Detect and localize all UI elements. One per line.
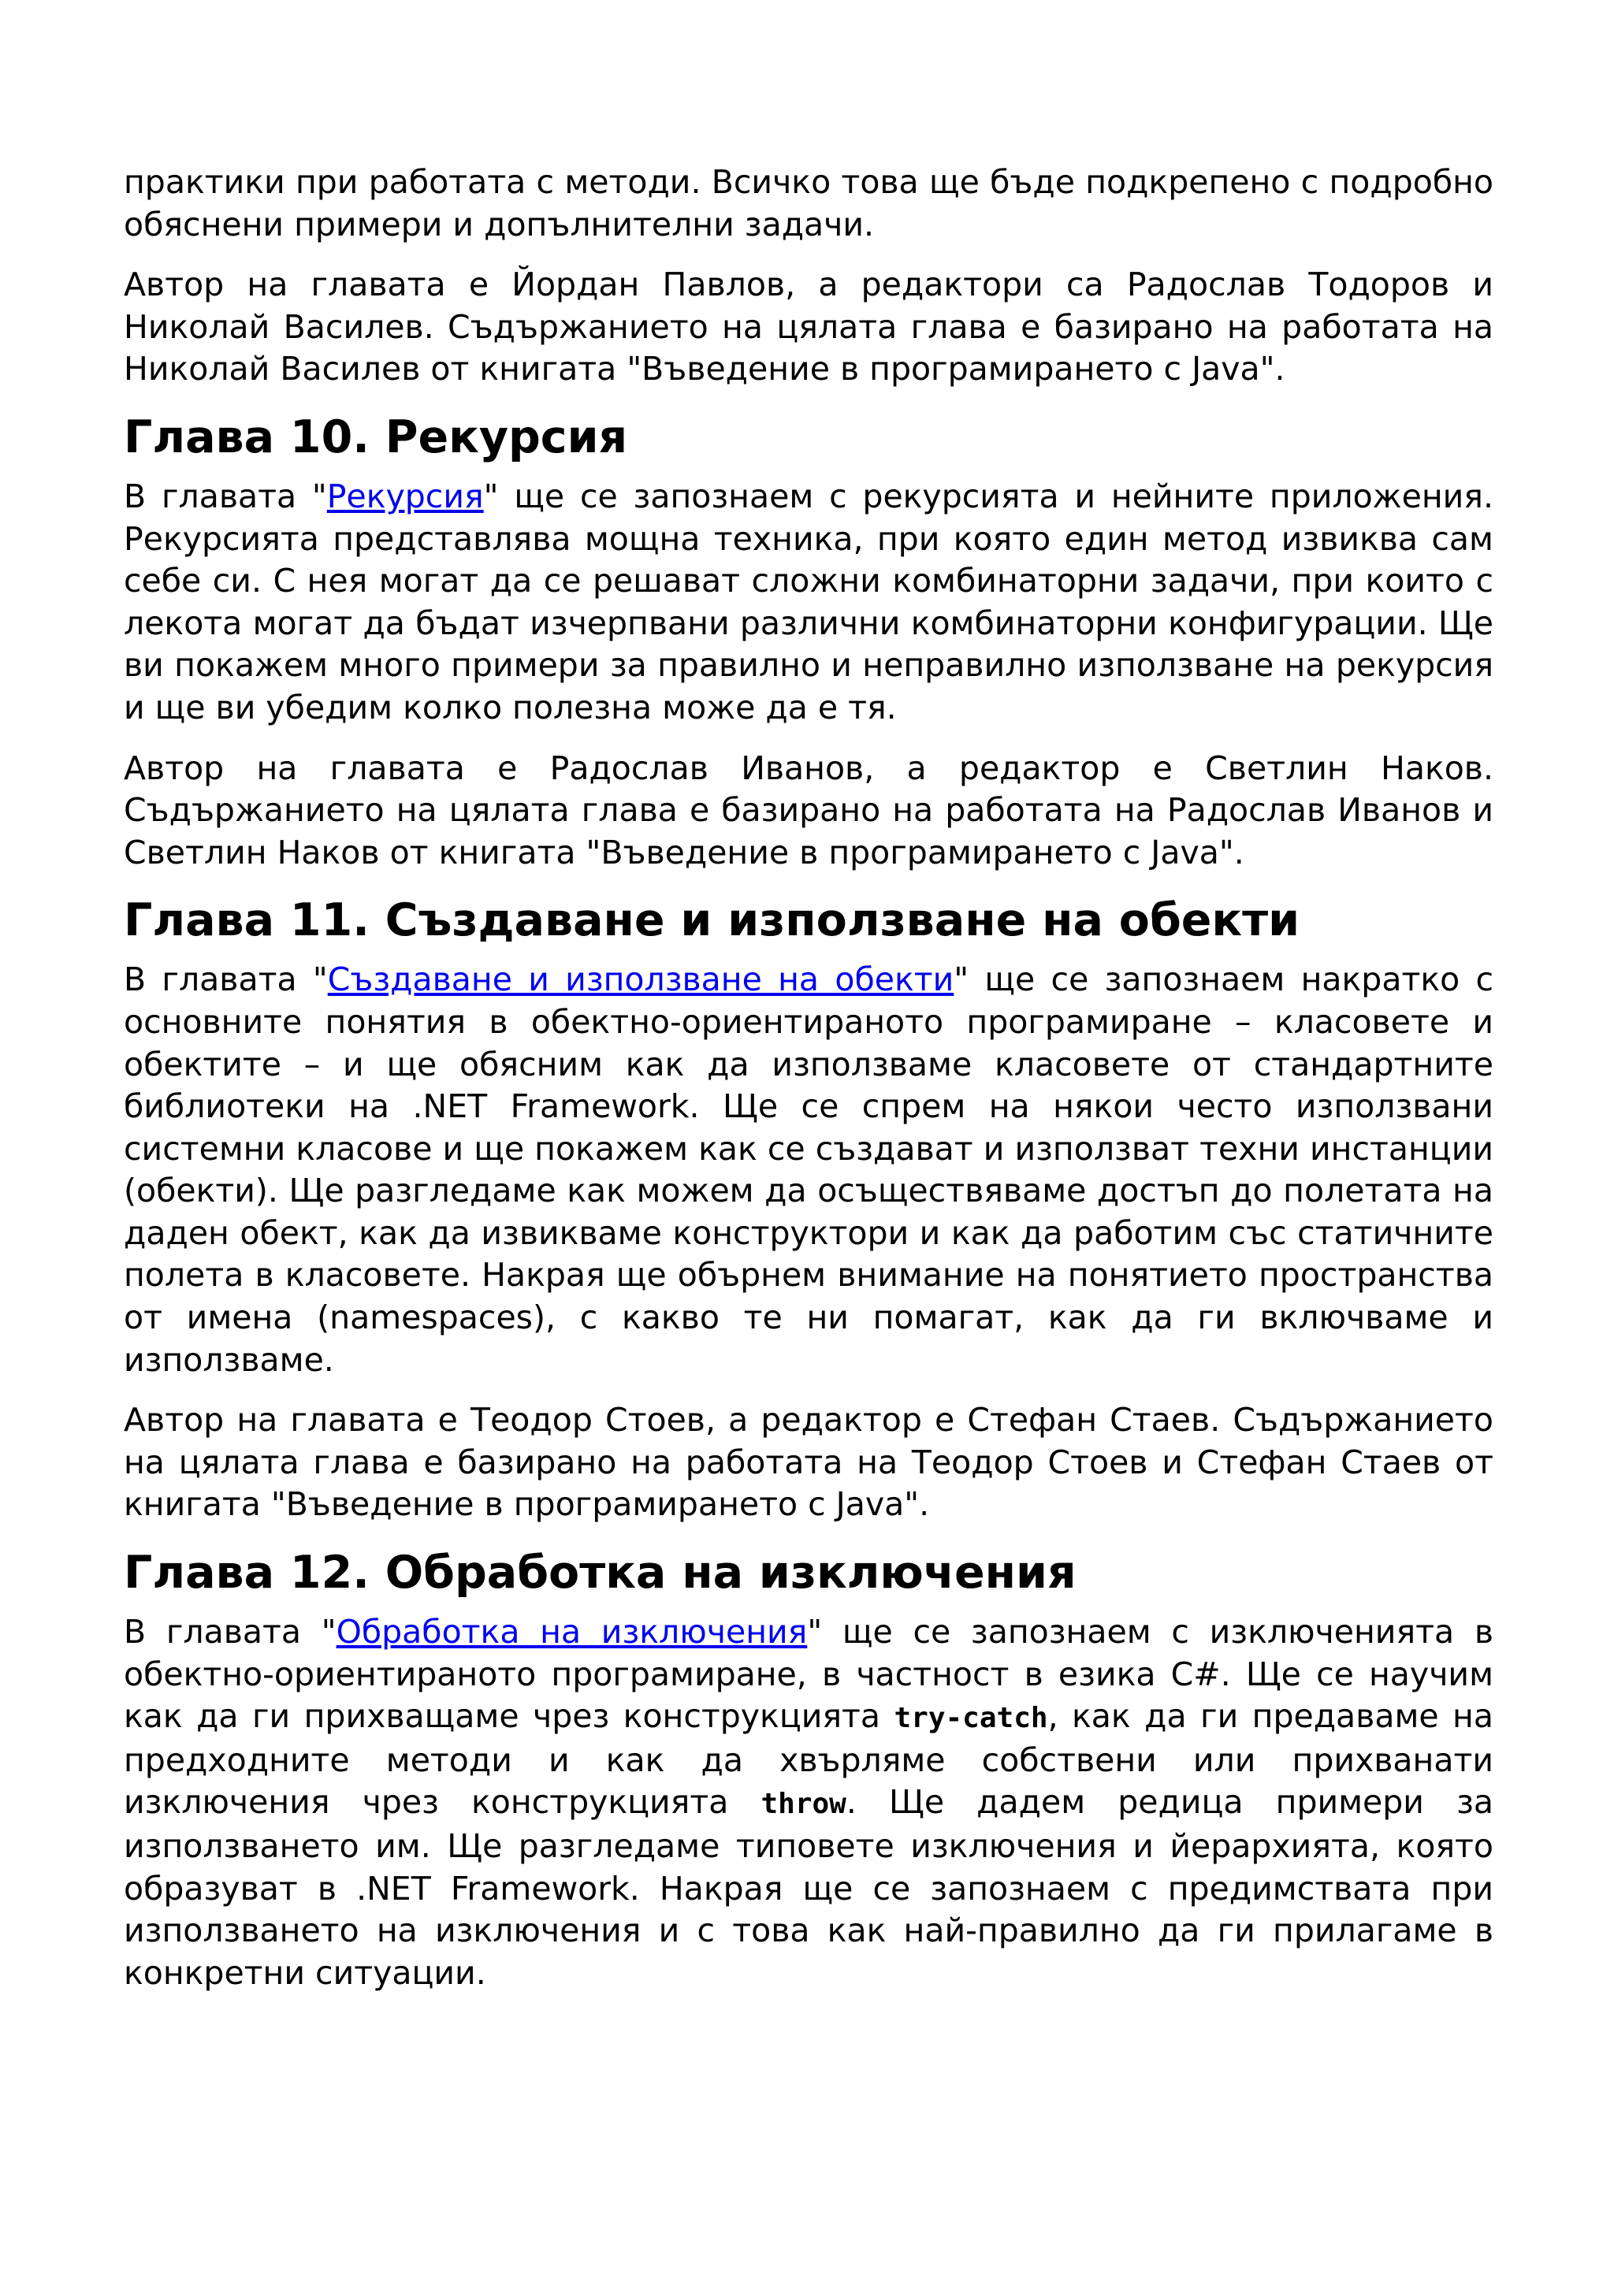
- chapter-10-description: [124, 476, 1493, 730]
- text-segment: , как да ги предаваме на предходните методи и как да хвърляме собствени или прихванати изключения чрез конструкцията: [124, 1697, 1493, 1822]
- chapter-12-description: [124, 1611, 1493, 1994]
- document-page: [124, 162, 1493, 2012]
- chapter-12-link[interactable]: Обработка на изключения: [336, 1613, 808, 1651]
- chapter-11-link[interactable]: Създаване и използване на обекти: [327, 960, 954, 999]
- chapter-11-description: [124, 959, 1493, 1381]
- text-segment: " ще се запознаем с рекурсията и нейните приложения. Рекурсията представлява мощна техника, при която един метод извиква сам себе си. С нея могат да се решават сложни комбинаторни задачи, при които с лекота могат да бъдат изчерпвани различни комбинаторни конфигурации. Ще ви покажем много примери за правилно и неправилно използване на рекурсия и ще ви убедим колко полезна може да е тя.: [124, 477, 1493, 726]
- intro-paragraph-2: Автор на главата е Йордан Павлов, а редактори са Радослав Тодоров и Николай Василев. Съдържанието на цялата глава е базирано на работата на Николай Василев от книгата "Въведение в програмирането с Java".: [124, 266, 1493, 388]
- chapter-12-heading: Глава 12. Обработка на изключения: [124, 1547, 1077, 1599]
- chapter-11-author: Автор на главата е Теодор Стоев, а редактор е Стефан Стаев. Съдържанието на цялата глава е базирано на работата на Теодор Стоев и Стефан Стаев от книгата "Въведение в програмирането с Java".: [124, 1401, 1493, 1524]
- text-segment: " ще се запознаем накратко с основните понятия в обектно-ориентираното програмиране – класовете и обектите – и ще обясним как да използваме класовете от стандартните библиотеки на .NET Framework. Ще се спрем на някои често използвани системни класове и ще покажем как се създават и използват техни инстанции (обекти). Ще разгледаме как можем да осъществяваме достъп до полетата на даден обект, как да извикваме конструктори и как да работим със статичните полета в класовете. Накрая ще обърнем внимание на понятието пространства от имена (namespaces), с какво те ни помагат, как да ги включваме и използваме.: [124, 960, 1494, 1379]
- chapter-10-link[interactable]: Рекурсия: [326, 477, 484, 515]
- intro-paragraph-1: практики при работата с методи. Всичко това ще бъде подкрепено с подробно обяснени примери и допълнителни задачи.: [124, 163, 1493, 243]
- chapter-10-author: Автор на главата е Радослав Иванов, а редактор е Светлин Наков. Съдържанието на цялата глава е базирано на работата на Радослав Иванов и Светлин Наков от книгата "Въведение в програмирането с Java".: [124, 749, 1493, 871]
- text-segment: " ще се запознаем с изключенията в обектно-ориентираното програмиране, в частност в езика C#. Ще се научим как да ги прихващаме чрез конструкцията: [124, 1613, 1494, 1736]
- chapter-10-heading: Глава 10. Рекурсия: [124, 411, 628, 463]
- chapter-11-heading: Глава 11. Създаване и използване на обекти: [124, 894, 1300, 947]
- text-segment: В главата ": [124, 960, 328, 999]
- code-throw: throw: [761, 1788, 846, 1821]
- text-segment: В главата ": [124, 1613, 337, 1651]
- code-try-catch: try-catch: [894, 1702, 1048, 1735]
- text-segment: В главата ": [124, 477, 327, 515]
- text-segment: . Ще дадем редица примери за използването им. Ще разгледаме типовете изключения и йерархията, която образуват в .NET Framework. Накрая ще се запознаем с предимствата при използването на изключения и с това как най-правилно да ги прилагаме в конкретни ситуации.: [124, 1783, 1493, 1992]
